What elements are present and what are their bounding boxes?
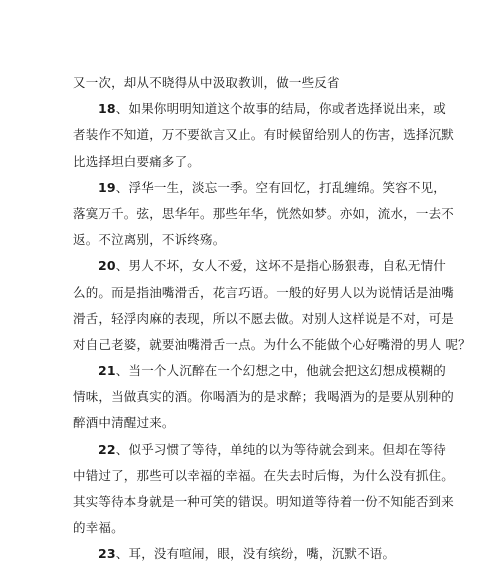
line-text: 、耳，没有喧闹，眼，没有缤纷，嘴，沉默不语。 [115, 546, 396, 562]
line-text: 返。不泣离别，不诉终殇。 [73, 232, 226, 248]
text-line [73, 280, 455, 306]
text-line [73, 515, 413, 541]
text-line [73, 306, 455, 332]
line-text: 醉酒中清醒过来。 [73, 415, 175, 431]
text-line [73, 332, 471, 358]
item-number: 23 [98, 546, 116, 562]
line-text: 中错过了，那些可以幸福的幸福。在失去时后悔，为什么没有抓住。 [73, 467, 455, 483]
text-line [73, 227, 413, 253]
line-text: 落寞万千。弦，思华年。那些年华，恍然如梦。亦如，流水，一去不 [73, 205, 455, 221]
text-line [73, 149, 413, 175]
text-line [73, 70, 413, 96]
text-block [73, 70, 471, 568]
item-number: 20 [98, 258, 116, 274]
item-number: 18 [98, 101, 116, 117]
line-text: 的幸福。 [73, 520, 124, 536]
item-number: 22 [98, 441, 116, 457]
text-line [73, 201, 455, 227]
text-line [73, 437, 446, 463]
line-text: 、当一个人沉醉在一个幻想之中，他就会把这幻想成模糊的 [115, 363, 446, 379]
item-number: 19 [98, 179, 116, 195]
item-number: 21 [98, 363, 116, 379]
line-text: 、男人不坏，女人不爱，这坏不是指心肠狠毒，自私无情什 [115, 258, 446, 274]
text-line [73, 175, 446, 201]
line-text: 其实等待本身就是一种可笑的错误。明知道等待着一份不知能否到来 [73, 494, 455, 509]
line-text: 者装作不知道，万不要欲言又止。有时候留给别人的伤害，选择沉默 [73, 127, 455, 143]
text-line [73, 384, 455, 410]
text-line [73, 358, 446, 384]
line-text: 对自己老婆，就要油嘴滑舌一点。为什么不能做个心好嘴滑的男人 呢？ [73, 336, 471, 352]
text-line [73, 541, 413, 567]
line-text: 、似乎习惯了等待，单纯的以为等待就会到来。但却在等待 [115, 441, 446, 457]
text-line [73, 489, 455, 515]
text-line [73, 463, 455, 489]
text-line [73, 96, 446, 122]
text-line [73, 410, 413, 436]
line-text: 么的。而是指油嘴滑舌，花言巧语。一般的好男人以为说情话是油嘴 [73, 284, 455, 300]
line-text: 比选择坦白要痛多了。 [73, 153, 201, 169]
line-text: 情味，当做真实的酒。你喝酒为的是求醉；我喝酒为的是要从别种的 [73, 389, 455, 405]
line-text: 又一次，却从不晓得从中汲取教训，做一些反省 [73, 75, 340, 90]
text-line [73, 122, 455, 148]
line-text: 、如果你明明知道这个故事的结局，你或者选择说出来，或 [115, 101, 446, 117]
text-line [73, 253, 446, 279]
line-text: 滑舌，轻浮肉麻的表现，所以不愿去做。对别人这样说是不对，可是 [73, 310, 455, 326]
line-text: 、浮华一生，淡忘一季。空有回忆，打乱缠绵。笑容不见， [115, 179, 446, 195]
